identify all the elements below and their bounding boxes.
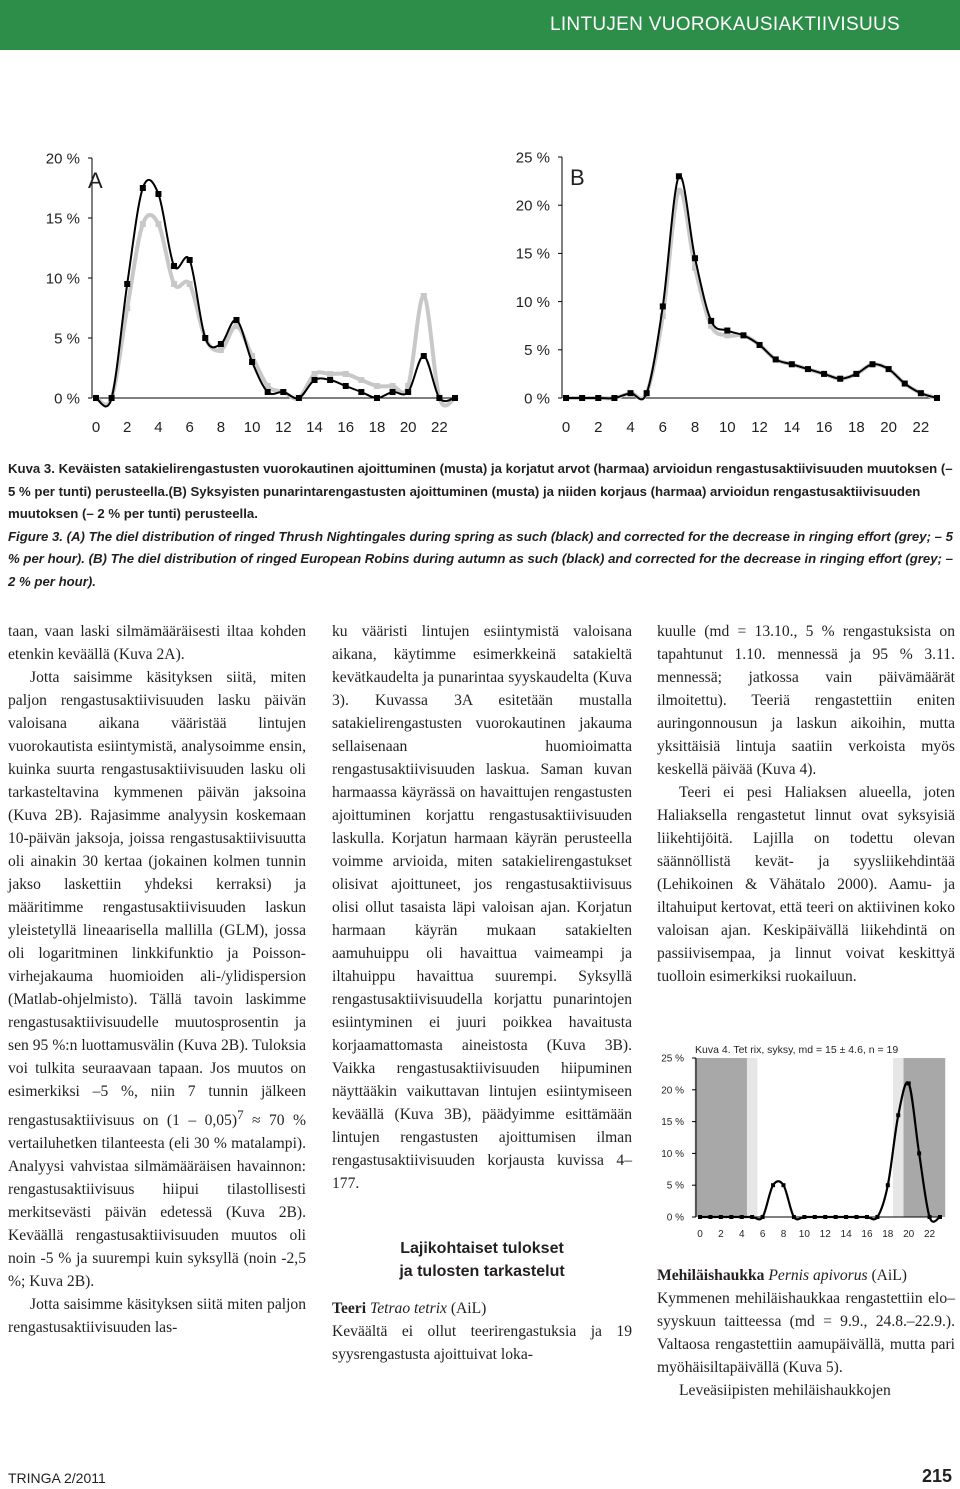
corrected-point [140, 221, 146, 227]
observed-point [708, 1215, 712, 1219]
observed-point [296, 395, 302, 401]
chart-b [490, 140, 950, 445]
chart-kuva-4 [655, 1040, 955, 1260]
y-tick-label: 10 % [45, 270, 80, 288]
observed-point [358, 389, 364, 395]
y-tick-label: 0 % [666, 1212, 684, 1224]
observed-point [844, 1215, 848, 1219]
caption-fi-a: Kuva 3. Keväisten satakielirengastusten vuorokautinen ajoittuminen (musta) ja korjatut arvot (harmaa) arvioidun rengastusaktiivisuuden muutoksen (– 5 % per tunti) perusteella. [8, 461, 953, 499]
observed-point [781, 1183, 785, 1187]
series-observed-line [566, 176, 937, 400]
series-corrected-line [96, 215, 455, 406]
observed-point [886, 366, 892, 372]
y-tick-label: 5 % [666, 1180, 684, 1192]
observed-point [343, 383, 349, 389]
x-tick-label: 14 [840, 1229, 852, 1240]
y-tick-label: 20 % [45, 150, 80, 168]
observed-point [802, 1215, 806, 1219]
observed-point [773, 356, 779, 362]
observed-point [595, 395, 601, 401]
observed-point [928, 1215, 932, 1219]
x-tick-label: 20 [903, 1229, 915, 1240]
observed-point [218, 341, 224, 347]
observed-point [109, 395, 115, 401]
figure-caption [8, 458, 956, 593]
x-tick-label: 8 [780, 1229, 787, 1240]
x-tick-label: 10 [243, 419, 261, 436]
footer-journal: TRINGA 2/2011 [8, 1470, 106, 1486]
x-tick-label: 10 [718, 419, 736, 436]
species-heading-teeri [332, 1297, 632, 1320]
observed-point [771, 1183, 775, 1187]
col3-paragraph-3: Kymmenen mehiläishaukkaa rengastettiin elo–syyskuun taitteessa (md = 9.9., 24.8.–22.9.). Valtaosa rengastettiin aamupäivällä, mutta pari myöhäisiltapäivällä (Kuva 5). [657, 1290, 955, 1376]
observed-point [813, 1215, 817, 1219]
text-column-1 [8, 620, 306, 1339]
corrected-point [155, 221, 161, 227]
col1-paragraph-2-tail: ≈ 70 % vertailuhetken tilanteesta (eli 30 % matalampi). Analyysi vahvistaa silmämääräisen havainnon: rengastusaktiivisuus hiipui tilastollisesti merkitsevästi päivän edetessä (Kuva 2B). Keväällä rengastusaktiivisuuden muutos oli noin -5 % ja suurempi kuin syksyllä (noin -2,5 %; Kuva 2B). [8, 1112, 306, 1291]
observed-point [155, 191, 161, 197]
chart-a [0, 140, 470, 445]
panel-label: A [88, 168, 103, 193]
x-tick-label: 12 [751, 419, 768, 436]
section-heading-line-1: Lajikohtaiset tulokset [400, 1240, 564, 1257]
observed-point [875, 1215, 879, 1219]
x-tick-label: 22 [924, 1229, 936, 1240]
x-tick-label: 8 [216, 419, 226, 436]
observed-point [938, 1215, 942, 1219]
observed-point [934, 395, 940, 401]
x-tick-label: 18 [848, 419, 865, 436]
observed-point [853, 371, 859, 377]
observed-point [660, 303, 666, 309]
observed-point [719, 1215, 723, 1219]
species-name: Teeri [332, 1300, 367, 1317]
col1-paragraph-2 [8, 666, 306, 1293]
species-code: (AiL) [867, 1267, 907, 1284]
x-tick-label: 20 [880, 419, 897, 436]
y-tick-label: 10 % [661, 1148, 684, 1160]
x-tick-label: 2 [123, 419, 132, 436]
observed-point [140, 185, 146, 191]
observed-point [374, 395, 380, 401]
observed-point [327, 377, 333, 383]
x-tick-label: 6 [759, 1229, 766, 1240]
x-tick-label: 14 [306, 419, 323, 436]
x-tick-label: 0 [697, 1229, 703, 1240]
species-code: (AiL) [446, 1300, 487, 1317]
observed-point [918, 390, 924, 396]
x-tick-label: 4 [738, 1229, 745, 1240]
text-column-3 [657, 620, 955, 988]
observed-point [421, 353, 427, 359]
col1-paragraph-1: taan, vaan laski silmämääräisesti iltaa kohden etenkin keväällä (Kuva 2A). [8, 623, 306, 663]
col2-paragraph-2: Keväältä ei ollut teerirengastuksia ja 19 syysrengastusta ajoittuivat loka- [332, 1323, 632, 1363]
page-number: 215 [921, 1466, 952, 1486]
observed-point [579, 395, 585, 401]
col3-paragraph-2: Teeri ei pesi Haliaksen alueella, joten Haliaksella rengastetut linnut ovat syksyisiä liikehtijöitä. Lajilla on todettu olevan säännöllistä kevät- ja syysliikehdintää (Lehikoinen & Vähätalo 2000). Aamu- ja iltahuiput kertovat, että teeri on aktiivinen koko valoisan ajan. Keskipäivällä liikehdintä on passiivisempaa, ja linnut voivat keskittyä tuolloin esimerkiksi ruokailuun. [657, 784, 955, 985]
observed-point [202, 335, 208, 341]
x-tick-label: 8 [690, 419, 700, 436]
x-tick-label: 0 [561, 419, 571, 436]
observed-point [124, 281, 130, 287]
y-tick-label: 5 % [524, 342, 550, 360]
observed-point [452, 395, 458, 401]
x-tick-label: 14 [783, 419, 801, 436]
observed-point [171, 263, 177, 269]
observed-point [907, 1081, 911, 1085]
observed-point [886, 1183, 890, 1187]
observed-point [563, 395, 569, 401]
observed-point [757, 342, 763, 348]
panel-label: B [570, 165, 585, 190]
x-tick-label: 16 [337, 419, 355, 436]
col2-paragraph-1: ku vääristi lintujen esiintymistä valoisana aikana, käytimme esimerkkeinä satakieltä kevätkaudelta ja punarintaa syyskaudelta (Kuva 3). Kuvassa 3A esitetään mustalla satakielirengastusten vuorokautinen jakauma sellaisenaan huomioimatta rengastusaktiivisuuden laskua. Saman kuvan harmaassa käyrässä on havaittujen rengastusten ajoittuminen korjattu rengastusaktiivisuuden laskulla. Korjatun harmaan käyrän perusteella voimme arvioida, miten satakielirengastukset olisivat ajoittuneet, jos rengastusaktiivisuus olisi ollut tasaista läpi valoisan ajan. Korjatun harmaan käyrän mukaan satakielten aamuhuippu oli havaittua vaimeampi ja iltahuippu havaittua suurempi. Syksyllä rengastusaktiivisuudella korjattu punarintojen esiintyminen ei juuri poikkea havaitusta korjaamattomasta aineistosta (Kuva 3B). Vaikka rengastusaktiivisuuden hiipuminen näyttääkin vaikuttavan lintujen esiintymiseen keväällä (Kuva 3B), päädyimme esittämään lintujen rengastusten ajoittumisen ilman rengastusaktiivisuuden korjausta kuvissa 4–177. [332, 623, 632, 1192]
observed-point [390, 389, 396, 395]
chart-b-svg [490, 140, 950, 445]
corrected-point [327, 371, 333, 377]
observed-point [896, 1113, 900, 1117]
observed-point [93, 395, 99, 401]
observed-point [740, 332, 746, 338]
observed-point [823, 1215, 827, 1219]
y-tick-label: 0 % [524, 390, 550, 408]
text-column-3-lower [657, 1264, 955, 1402]
x-tick-label: 2 [718, 1229, 724, 1240]
y-tick-label: 25 % [661, 1053, 684, 1065]
chart-a-svg [0, 140, 470, 445]
running-title: LINTUJEN VUOROKAUSIAKTIIVISUUS [549, 14, 900, 35]
observed-point [187, 257, 193, 263]
col1-exponent: 7 [237, 1107, 244, 1122]
species-latin: Tetrao tetrix [369, 1300, 447, 1317]
x-tick-label: 6 [185, 419, 194, 436]
corrected-point [312, 371, 318, 377]
observed-point [436, 395, 442, 401]
y-tick-label: 25 % [515, 149, 550, 167]
x-tick-label: 22 [912, 419, 930, 436]
y-tick-label: 15 % [45, 210, 80, 228]
observed-point [789, 361, 795, 367]
x-tick-label: 12 [819, 1229, 831, 1240]
x-tick-label: 0 [91, 419, 101, 436]
x-tick-label: 22 [431, 419, 448, 436]
y-tick-label: 10 % [515, 293, 550, 311]
observed-point [821, 371, 827, 377]
observed-point [869, 361, 875, 367]
observed-point [837, 376, 843, 382]
observed-point [280, 389, 286, 395]
x-tick-label: 12 [274, 419, 292, 436]
x-tick-label: 4 [154, 419, 163, 436]
x-tick-label: 18 [368, 419, 386, 436]
y-tick-label: 5 % [54, 330, 80, 348]
corrected-point [218, 347, 224, 353]
observed-point [644, 390, 650, 396]
observed-point [792, 1215, 796, 1219]
y-tick-label: 0 % [54, 390, 80, 408]
x-tick-label: 18 [882, 1229, 894, 1240]
observed-point [805, 366, 811, 372]
header-band [0, 0, 960, 50]
observed-point [611, 395, 617, 401]
corrected-point [343, 371, 349, 377]
observed-point [855, 1215, 859, 1219]
observed-point [761, 1215, 765, 1219]
corrected-point [374, 383, 380, 389]
y-tick-label: 15 % [661, 1117, 684, 1129]
x-tick-label: 2 [594, 419, 603, 436]
col1-paragraph-3: Jotta saisimme käsityksen siitä miten paljon rengastusaktiivisuuden las- [8, 1296, 306, 1337]
species-heading-mehilaishaukka [657, 1264, 955, 1287]
col1-paragraph-2-text: Jotta saisimme käsityksen siitä, miten paljon rengastusaktiivisuuden lasku päivän valoisana aikana vääristää lintujen vuorokautista esiintymistä, analysoimme ensin, kuinka suurta rengastusaktiivisuuden lasku oli tarkasteltavina kymmenen päivän jaksoina (Kuva 2B). Rajasimme analyysin koskemaan 10-päivän jaksoja, joissa rengastusaktiivisuutta oli ainakin 30 kertaa (jokainen kolmen tunnin jakso laskettiin yhdeksi kerraksi) ja määritimme rengastusaktiivisuuden laskun yleistetyllä lineaarisella mallilla (GLM), jossa oli logaritminen linkkifunktio ja Poisson-virhejakauma huomioiden ali-/ylidispersion (Matlab-ohjelmisto). Tällä tavoin laskimme rengastusaktiivisuudelle muutosprosentin ja sen 95 %:n luottamusvälin (Kuva 2B). Tuloksia voi tulkita seuraavaan tapaan. Jos muutos on esimerkiksi –5 %, niin 7 tunnin jälkeen rengastusaktiivisuus on (1 – 0,05) [8, 669, 306, 1130]
corrected-point [358, 377, 364, 383]
y-tick-label: 20 % [661, 1085, 684, 1097]
y-tick-label: 15 % [515, 245, 550, 263]
observed-point [724, 328, 730, 334]
observed-point [405, 389, 411, 395]
section-heading [332, 1237, 632, 1283]
series-corrected-line [566, 190, 937, 399]
x-tick-label: 16 [861, 1229, 873, 1240]
chart-title: Kuva 4. Tet rix, syksy, md = 15 ± 4.6, n = 19 [695, 1044, 899, 1056]
section-heading-line-2: ja tulosten tarkastelut [399, 1263, 565, 1280]
observed-point [265, 389, 271, 395]
x-tick-label: 6 [658, 419, 667, 436]
caption-fi-b: (B) Syksyisten punarintarengastusten ajoittuminen (musta) ja niiden korjaus (harmaa) arvioidun rengastusaktiivisuuden muutoksen (– 2 % per tunti) perusteella. [8, 483, 921, 521]
twilight-shading [747, 1058, 757, 1217]
observed-point [312, 377, 318, 383]
x-tick-label: 16 [815, 419, 833, 436]
x-tick-label: 4 [626, 419, 635, 436]
col3-paragraph-1: kuulle (md = 13.10., 5 % rengastuksista on tapahtunut 1.10. mennessä ja 95 % 3.11. mennessä; jatkossa vain päivämäärät ilmoitettu). Teeriä rengastettiin eniten auringonnousun ja laskun aikoihin, mutta yksittäisiä lintuja saatiin verkoista myös keskellä päivää (Kuva 4). [657, 623, 955, 778]
observed-point [865, 1215, 869, 1219]
corrected-point [171, 281, 177, 287]
text-column-2 [332, 620, 632, 1366]
observed-point [628, 390, 634, 396]
y-tick-label: 20 % [515, 197, 550, 215]
corrected-point [187, 281, 193, 287]
caption-en-a: Figure 3. (A) The diel distribution of ringed Thrush Nightingales during spring as such (black) and corrected for the decrease in ringing effort (grey; – 5 % per hour). [8, 528, 953, 566]
observed-point [676, 173, 682, 179]
observed-point [834, 1215, 838, 1219]
species-name: Mehiläishaukka [657, 1267, 765, 1284]
observed-point [708, 318, 714, 324]
observed-point [740, 1215, 744, 1219]
x-tick-label: 10 [798, 1229, 810, 1240]
corrected-point [390, 383, 396, 389]
observed-point [750, 1215, 754, 1219]
corrected-point [421, 293, 427, 299]
species-latin: Pernis apivorus [768, 1267, 868, 1284]
observed-point [692, 255, 698, 261]
caption-en-b: (B) The diel distribution of ringed European Robins during autumn as such (black) and corrected for the decrease in ringing effort (grey; – 2 % per hour). [8, 551, 953, 589]
observed-point [233, 317, 239, 323]
observed-point [917, 1151, 921, 1155]
chart-kuva-4-svg [655, 1040, 955, 1260]
observed-point [698, 1215, 702, 1219]
observed-point [249, 359, 255, 365]
observed-point [902, 381, 908, 387]
col3-paragraph-4: Leveäsiipisten mehiläishaukkojen [679, 1382, 891, 1399]
night-shading [695, 1058, 747, 1217]
x-tick-label: 20 [399, 419, 417, 436]
observed-point [729, 1215, 733, 1219]
